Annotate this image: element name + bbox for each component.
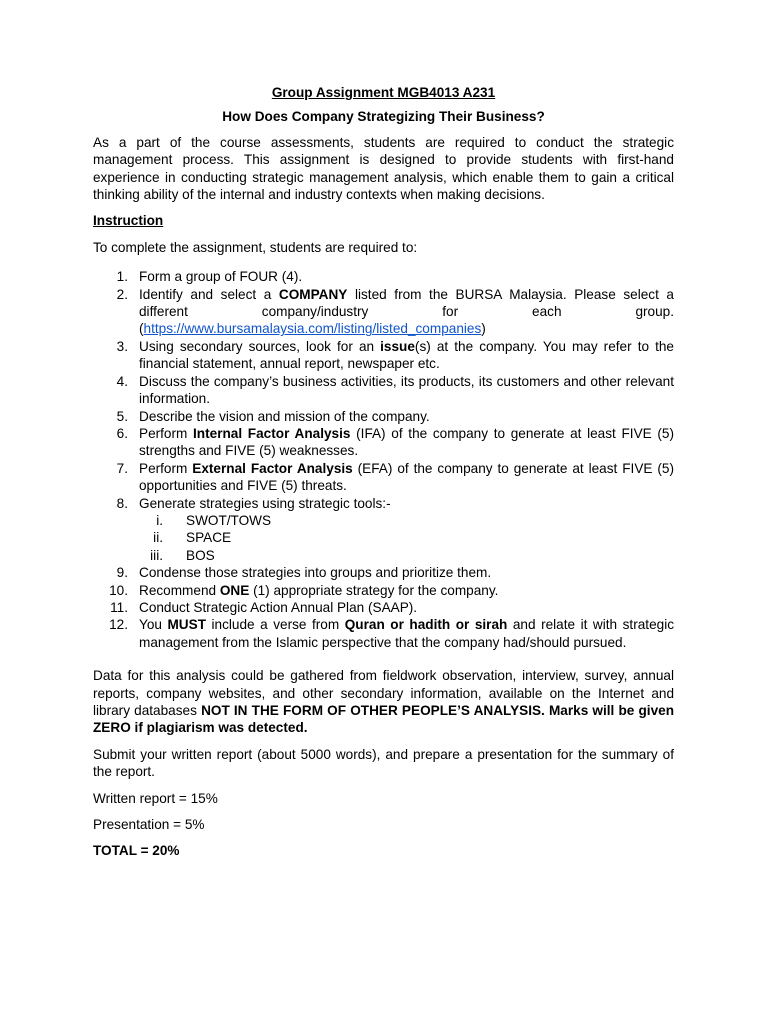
presentation-weight: Presentation = 5% [93,817,205,833]
plagiarism-warning: NOT IN THE FORM OF OTHER PEOPLE’S ANALYSIS. Marks will be given ZERO if plagiarism was detected. [93,703,675,736]
list-item-3: 3. Using secondary sources, look for an issue(s) at the company. You may refer to the financial statement, annual report, newspaper etc. [116,338,674,372]
document-subtitle: How Does Company Strategizing Their Business? [222,109,545,125]
list-item-2: 2. Identify and select a COMPANY listed from the BURSA Malaysia. Please select a different company/industry for each group. (https://www.bursamalaysia.com/listing/listed_companies) [116,286,674,337]
list-item-11: 11. Conduct Strategic Action Annual Plan (SAAP). [110,599,418,615]
sub-item-space: ii. SPACE [153,530,232,546]
data-sources-paragraph: Data for this analysis could be gathered from fieldwork observation, interview, survey, annual reports, company websites, and other secondary information, available on the Internet and library databases NOT IN THE FORM OF OTHER PEOPLE’S ANALYSIS. Marks will be given ZERO if plagiarism was detected. [93,668,675,736]
document-title: Group Assignment MGB4013 A231 [271,85,496,100]
list-item-9: 9. Condense those strategies into groups and prioritize them. [116,565,492,581]
total-weight: TOTAL = 20% [93,843,180,859]
list-item-7: 7. Perform External Factor Analysis (EFA) of the company to generate at least FIVE (5) opportunities and FIVE (5) threats. [116,460,674,494]
instruction-list [93,268,674,651]
sub-item-bos: iii. BOS [150,547,215,563]
list-item-8: 8. Generate strategies using strategic tools:- i. SWOT/TOWS ii. SPACE iii. BOS [93,495,674,565]
list-item-10: 10. Recommend ONE (1) appropriate strategy for the company. [109,582,499,598]
list-item-1: 1. Form a group of FOUR (4). [116,269,303,285]
written-report-weight: Written report = 15% [93,790,218,806]
bursa-listed-companies-link[interactable]: https://www.bursamalaysia.com/listing/listed_companies [143,321,482,337]
list-item-6: 6. Perform Internal Factor Analysis (IFA) of the company to generate at least FIVE (5) strengths and FIVE (5) weaknesses. [116,425,674,459]
list-item-12: 12. You MUST include a verse from Quran or hadith or sirah and relate it with strategic management from the Islamic perspective that the company had/should pursued. [109,617,675,650]
instruction-lead: To complete the assignment, students are required to: [93,239,418,255]
list-item-5: 5. Describe the vision and mission of the company. [116,408,430,424]
intro-paragraph: As a part of the course assessments, students are required to conduct the strategic management process. This assignment is designed to provide students with first-hand experience in conducting strategic management analysis, which enable them to gain a critical thinking ability of the internal and industry contexts when making decisions. [93,134,674,203]
list-item-4: 4. Discuss the company’s business activities, its products, its customers and other relevant information. [116,373,674,407]
instruction-heading: Instruction [93,213,164,229]
strategic-tools-list [139,512,674,564]
sub-item-swot: i. SWOT/TOWS [156,512,272,528]
document-body [93,84,674,860]
submit-paragraph: Submit your written report (about 5000 words), and prepare a presentation for the summary of the report. [93,746,674,780]
